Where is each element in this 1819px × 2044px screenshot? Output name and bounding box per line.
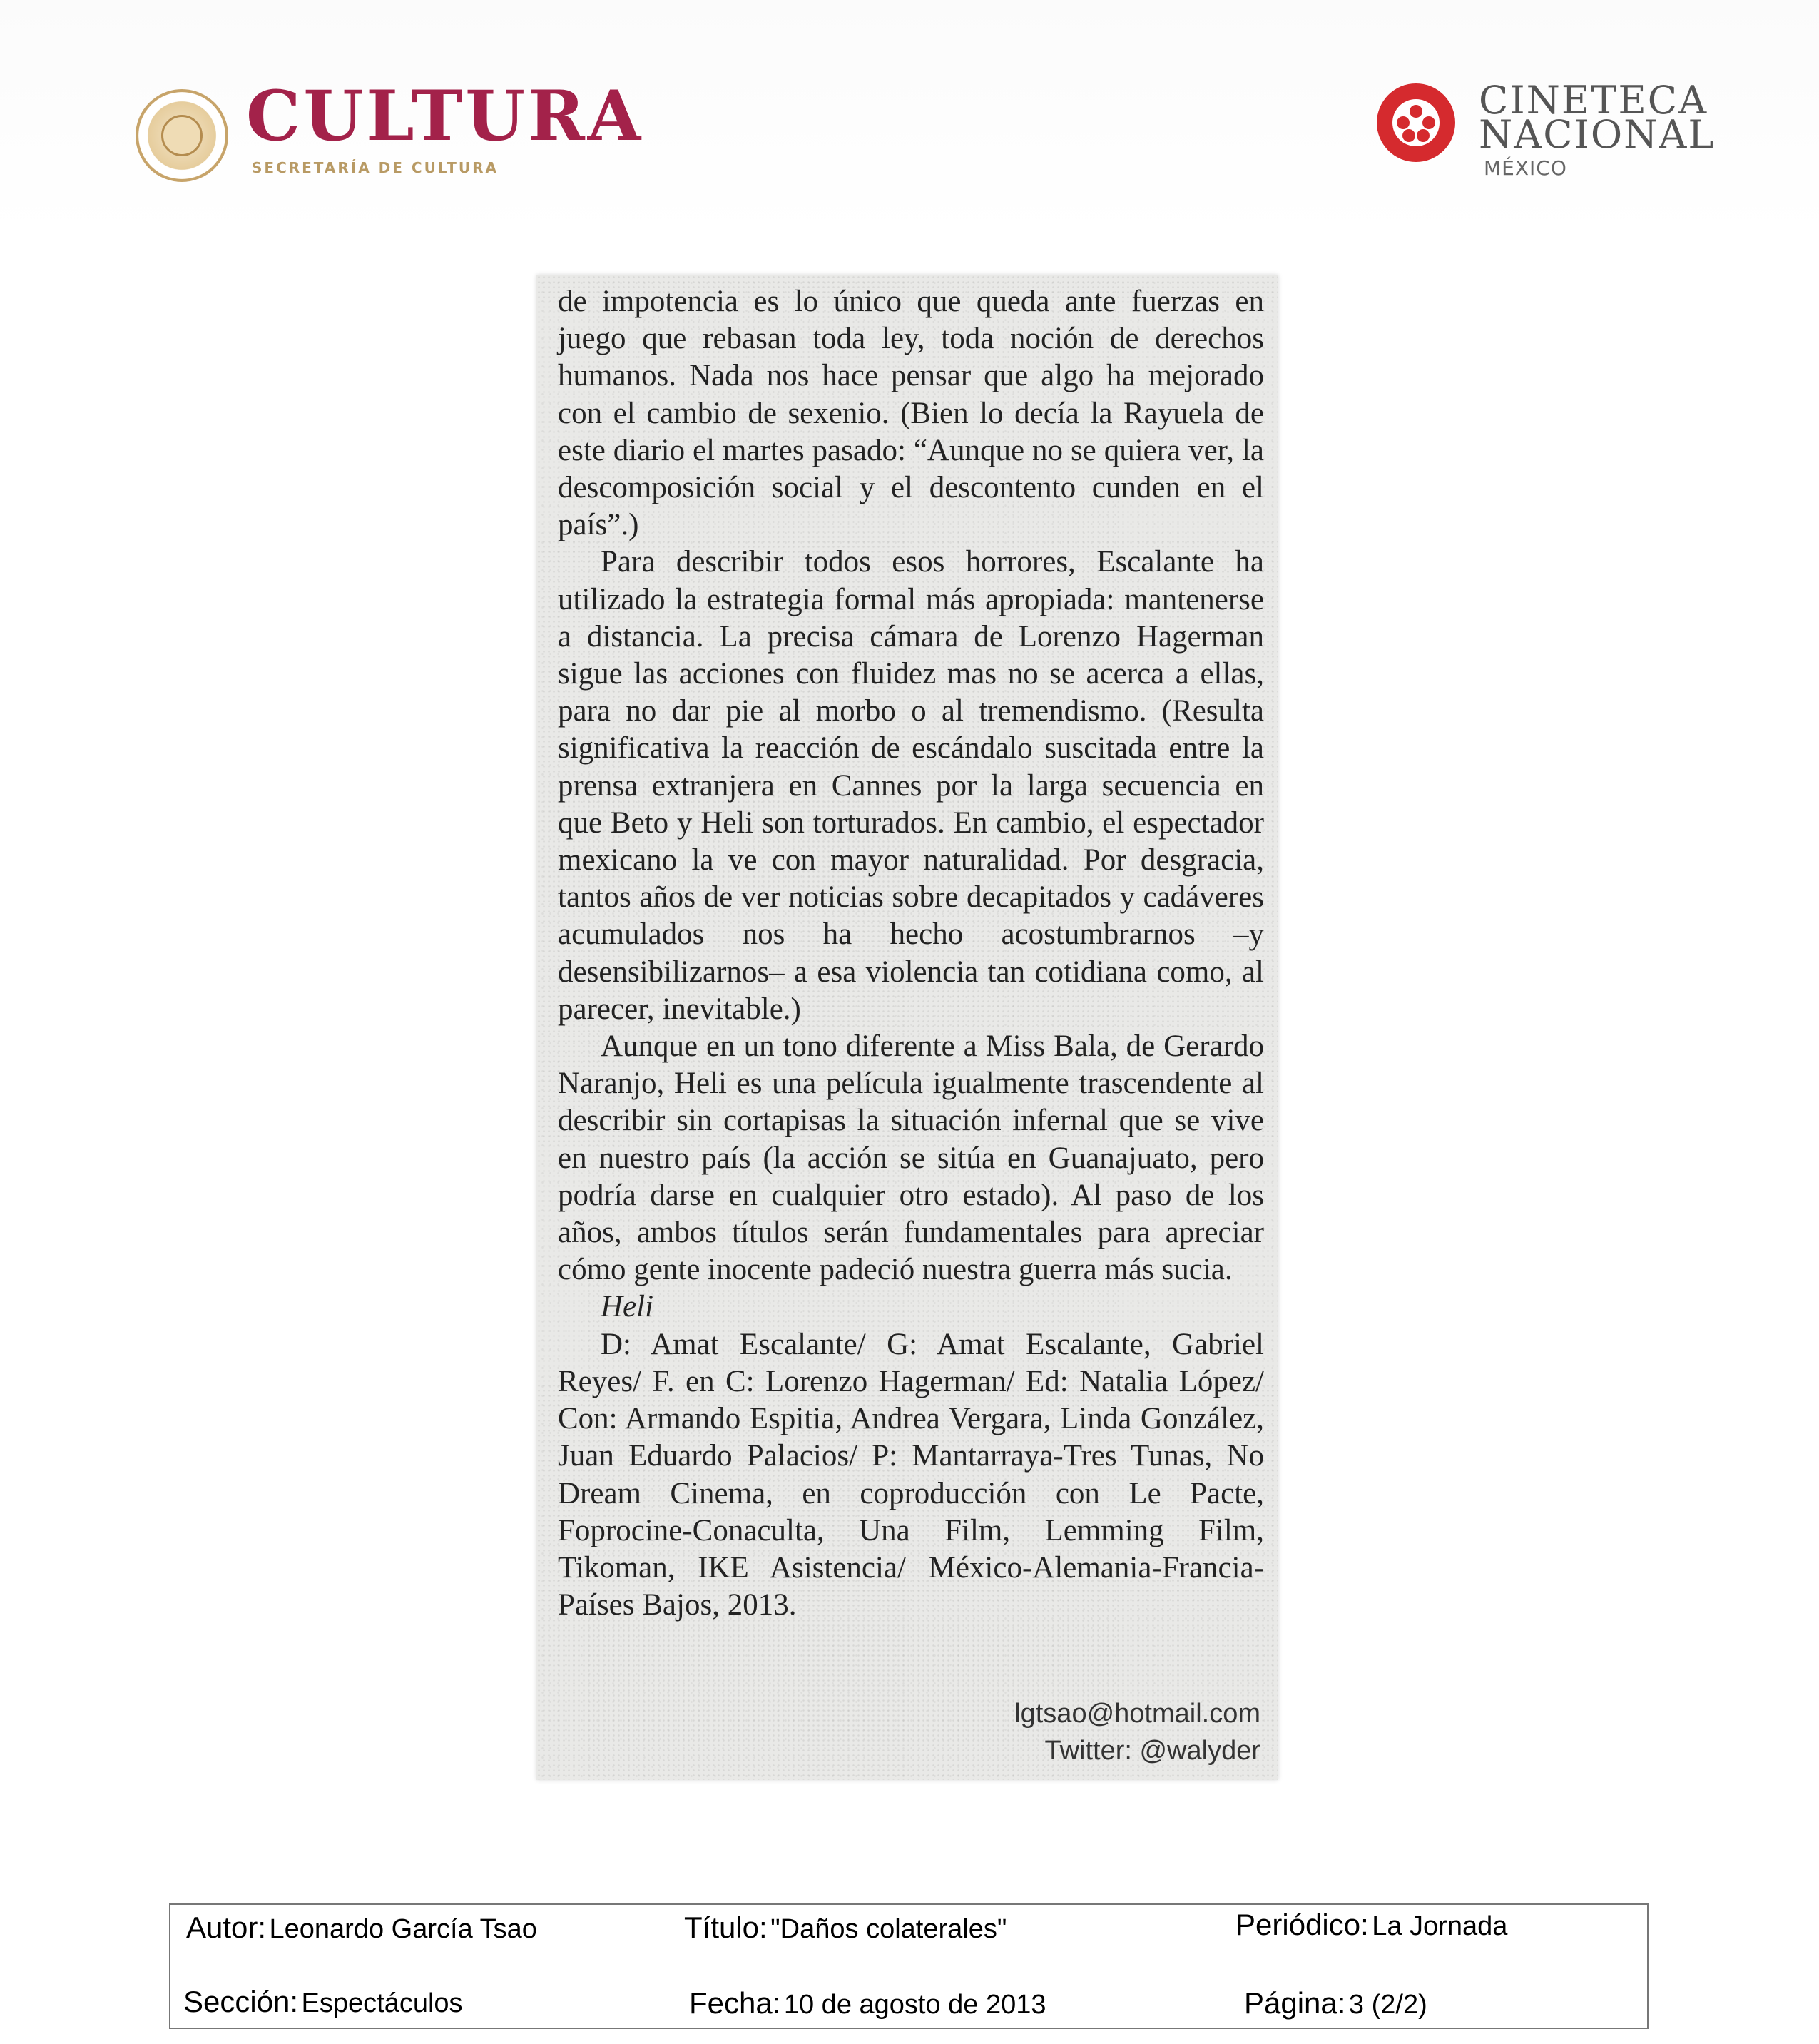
cineteca-logo [1377, 78, 1716, 182]
cineteca-country: MÉXICO [1484, 156, 1567, 180]
pagina-field [1244, 1986, 1427, 2020]
article-paragraph-1: de impotencia es lo único que queda ante fuerzas en juego que rebasan toda ley, toda noción de derechos humanos. Nada nos hace pensar que algo ha mejorado con el cambio de sexenio. (Bien lo decía la Rayuela de este diario el martes pasado: “Aunque no se quiera ver, la descomposición social y el descontento cunden en el país”.) [558, 285, 1264, 542]
cineteca-line2: NACIONAL [1479, 112, 1716, 157]
fecha-field [689, 1986, 1046, 2020]
titulo-field [684, 1911, 1007, 1945]
periodico-label: Periódico: [1235, 1908, 1369, 1941]
titulo-value: "Daños colaterales" [770, 1914, 1007, 1944]
article-column [558, 283, 1264, 1624]
pagina-value: 3 (2/2) [1348, 1990, 1427, 2020]
metadata-box [169, 1903, 1649, 2029]
article-paragraph-2: Para describir todos esos horrores, Escalante ha utilizado la estrategia formal más apropiada: mantenerse a distancia. La precisa cámara de Lorenzo Hagerman sigue las acciones con fluidez mas no se acerca a ellas, para no dar pie al morbo o al tremendismo. (Resulta significativa la reacción de escándalo suscitada entre la prensa extranjera en Cannes por la larga secuencia en que Beto y Heli son torturados. En cambio, el espectador mexicano la ve con mayor naturalidad. Por desgracia, tantos años de ver noticias sobre decapitados y cadáveres acumulados nos ha hecho acostumbrarnos –y desensibilizarnos– a esa violencia tan cotidiana como, al parecer, inevitable.) [558, 545, 1264, 1026]
cultura-wordmark: CULTURA [246, 76, 644, 156]
article-paragraph-3: Aunque en un tono diferente a Miss Bala, de Gerardo Naranjo, Heli es una película igualmente trascendente al describir sin cortapisas la situación infernal que se vive en nuestro país (la acción se sitúa en Guanajuato, pero podría darse en cualquier otro estado). Al paso de los años, ambos títulos serán fundamentales para apreciar cómo gente inocente padeció nuestra guerra más sucia. [558, 1029, 1264, 1287]
seccion-value: Espectáculos [301, 1988, 463, 2018]
film-credits: D: Amat Escalante/ G: Amat Escalante, Gabriel Reyes/ F. en C: Lorenzo Hagerman/ Ed: Natalia López/ Con: Armando Espitia, Andrea Vergara, Linda González, Juan Eduardo Palacios/ P: Mantarraya-Tres Tunas, No Dream Cinema, en coproducción con Le Pacte, Foprocine-Conaculta, Una Film, Lemming Film, Tikoman, IKE Asistencia/ México-Alemania-Francia-Países Bajos, 2013. [558, 1327, 1264, 1622]
eagle-emblem-icon [161, 115, 203, 156]
seccion-field [183, 1985, 463, 2019]
author-twitter: Twitter: @walyder [1044, 1736, 1260, 1766]
film-reel-icon [1377, 83, 1455, 162]
newspaper-clipping [536, 275, 1278, 1780]
autor-value: Leonardo García Tsao [269, 1914, 537, 1944]
titulo-label: Título: [684, 1911, 768, 1944]
cineteca-line1: CINETECA [1479, 78, 1708, 123]
fecha-value: 10 de agosto de 2013 [783, 1990, 1046, 2020]
fecha-label: Fecha: [689, 1986, 781, 2020]
periodico-value: La Jornada [1372, 1911, 1508, 1941]
credits-title: Heli [601, 1290, 654, 1324]
pagina-label: Página: [1244, 1986, 1346, 2020]
author-email: lgtsao@hotmail.com [1014, 1699, 1260, 1729]
autor-label: Autor: [186, 1911, 267, 1944]
cineteca-wordmark [1479, 78, 1716, 157]
seccion-label: Sección: [183, 1985, 299, 2018]
coat-of-arms-seal [136, 89, 228, 182]
autor-field [186, 1911, 537, 1945]
cultura-logo [136, 76, 644, 189]
periodico-field [1235, 1908, 1507, 1942]
cultura-subtitle: SECRETARÍA DE CULTURA [252, 159, 499, 176]
